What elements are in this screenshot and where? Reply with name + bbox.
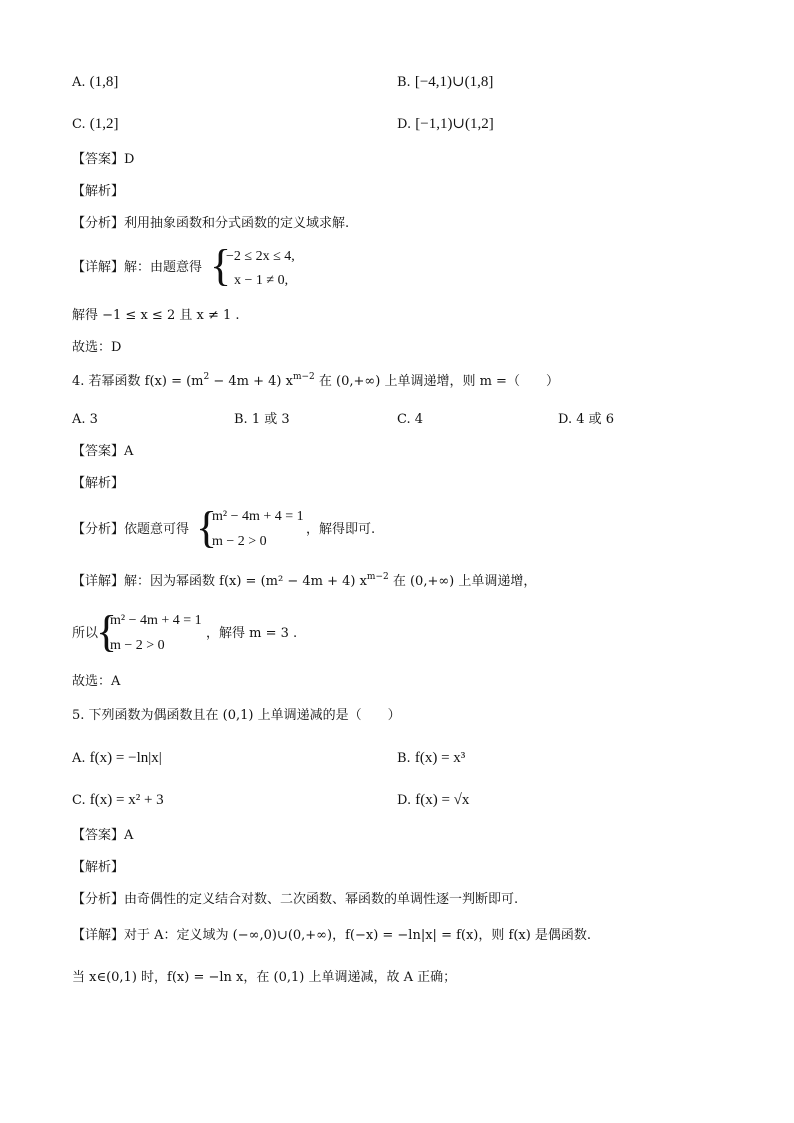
q3-answer: 【答案】D <box>72 152 135 167</box>
option-label: C. <box>72 793 86 808</box>
q4-stem: 4. 若幂函数 $f(x) = (m^2 - 4m + 4)$ $x^{m-2}$ 在 (0,+∞) 上单调递增，则 m =（ ） <box>72 372 559 389</box>
option-text: (1,8] <box>89 74 119 90</box>
q4-detail-post: 在 (0,+∞) 上单调递增， <box>388 574 537 589</box>
q4-analysis-tag: 【解析】 <box>72 476 125 491</box>
q4-stem-exponent: m−2 <box>292 372 315 382</box>
q3-option-c <box>72 114 119 135</box>
q5-detail: 【详解】对于 A：定义域为 (−∞,0)∪(0,+∞)，f(−x) = −ln|x| = f(x)，则 f(x) 是偶函数. <box>72 928 592 943</box>
q4-so-system-row-1: m² − 4m + 4 = 1 <box>110 613 202 628</box>
q3-system-row-2: x − 1 ≠ 0, <box>234 273 289 288</box>
q3-option-a <box>72 72 118 93</box>
option-text: [−4,1)∪(1,8] <box>414 74 494 90</box>
option-text: [−1,1)∪(1,2] <box>415 116 494 132</box>
q4-system-row-1: m² − 4m + 4 = 1 <box>212 509 304 524</box>
q3-detail-prefix: 【详解】解：由题意得 <box>72 260 203 275</box>
q3-choose: 故选：D <box>72 340 122 355</box>
q4-analysis-prefix: 【分析】依题意可得 <box>72 522 190 537</box>
q4-choose: 故选：A <box>72 674 121 689</box>
q4-analysis-suffix: ，解得即可. <box>306 522 376 537</box>
q3-analysis-tag: 【解析】 <box>72 184 125 199</box>
option-text: f(x) = x³ <box>414 750 466 766</box>
q4-so-suffix: ，解得 m = 3 . <box>206 626 298 641</box>
system-brace: { <box>210 241 232 290</box>
q5-option-a <box>72 748 162 769</box>
option-label: B. <box>234 412 248 427</box>
q4-stem-pre: 4. 若幂函数 f(x) = (m <box>72 374 204 389</box>
q4-stem-mid: − 4m + 4) x <box>209 374 293 389</box>
q3-solve: 解得 −1 ≤ x ≤ 2 且 x ≠ 1 . <box>72 308 240 323</box>
option-label: A. <box>72 412 86 427</box>
option-text: (1,2] <box>89 116 119 132</box>
q4-option-b <box>234 410 290 430</box>
q4-answer: 【答案】A <box>72 444 134 459</box>
option-text: f(x) = √x <box>415 792 470 808</box>
option-label: D. <box>558 412 573 427</box>
option-label: D. <box>397 117 412 132</box>
option-text: 1 或 3 <box>251 412 290 427</box>
q4-system-row-2: m − 2 > 0 <box>212 534 267 549</box>
option-label: D. <box>397 793 412 808</box>
option-text: 3 <box>89 412 98 427</box>
option-label: A. <box>72 751 86 766</box>
q5-analysis: 【分析】由奇偶性的定义结合对数、二次函数、幂函数的单调性逐一判断即可. <box>72 892 519 907</box>
q3-system-row-1: −2 ≤ 2x ≤ 4, <box>226 249 295 264</box>
q4-detail <box>72 572 536 592</box>
option-text: f(x) = −ln|x| <box>89 750 162 766</box>
option-text: f(x) = x² + 3 <box>89 792 164 808</box>
q4-so-system-row-2: m − 2 > 0 <box>110 638 165 653</box>
q3-analysis: 【分析】利用抽象函数和分式函数的定义域求解. <box>72 216 350 231</box>
system-brace: { <box>96 607 118 656</box>
system-brace: { <box>196 503 218 552</box>
q3-option-d <box>397 114 494 135</box>
q5-option-d <box>397 790 469 811</box>
q3-option-b <box>397 72 493 93</box>
option-text: 4 <box>414 412 424 427</box>
q5-detail-2: 当 x∈(0,1) 时，f(x) = −ln x，在 (0,1) 上单调递减，故 A 正确； <box>72 970 457 985</box>
option-label: C. <box>72 117 86 132</box>
q4-stem-post: 在 (0,+∞) 上单调递增，则 m =（ ） <box>314 374 559 389</box>
option-text: 4 或 6 <box>576 412 615 427</box>
q5-option-c <box>72 790 164 811</box>
q5-answer: 【答案】A <box>72 828 134 843</box>
option-label: B. <box>397 75 411 90</box>
q4-option-a <box>72 410 98 430</box>
q4-detail-text: 【详解】解：因为幂函数 f(x) = (m² − 4m + 4) x <box>72 574 367 589</box>
q5-stem: 5. 下列函数为偶函数且在 (0,1) 上单调递减的是（ ） <box>72 708 401 723</box>
q4-option-c <box>397 410 423 430</box>
q4-so-prefix: 所以 <box>72 626 99 641</box>
q4-detail-exponent: m−2 <box>366 572 389 582</box>
option-label: A. <box>72 75 86 90</box>
q5-option-b <box>397 748 465 769</box>
option-label: B. <box>397 751 411 766</box>
q4-option-d <box>558 410 614 430</box>
q5-analysis-tag: 【解析】 <box>72 860 125 875</box>
option-label: C. <box>397 412 411 427</box>
